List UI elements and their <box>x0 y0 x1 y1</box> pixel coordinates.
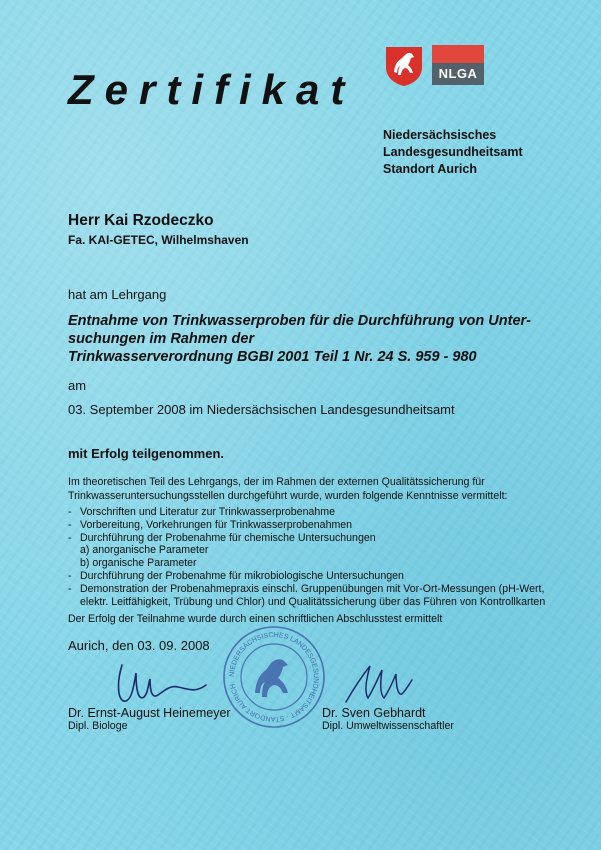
topic-subitem: a) anorganische Parameter <box>80 544 209 557</box>
topic-continuation: elektr. Leitfähigkeit, Trübung und Chlor) und Qualitätssicherung über das Führen von Kontrollkarten <box>80 595 546 608</box>
signatory-title: Dipl. Biologe <box>68 720 128 732</box>
recipient-name: Herr Kai Rzodeczko <box>68 212 214 229</box>
signatory-name: Dr. Sven Gebhardt <box>322 706 426 720</box>
issuing-authority <box>383 127 523 178</box>
topic-list <box>68 506 558 608</box>
content-intro-line: Trinkwasseruntersuchungsstellen durchgeführt wurde, wurden folgende Kenntnisse vermittelt: <box>68 490 508 502</box>
course-title-line: Trinkwasserverordnung BGBI 2001 Teil 1 Nr. 24 S. 959 - 980 <box>68 349 477 365</box>
recipient-company: Fa. KAI-GETEC, Wilhelmshaven <box>68 233 249 247</box>
authority-line: Standort Aurich <box>383 162 477 176</box>
success-statement: mit Erfolg teilgenommen. <box>68 446 225 461</box>
topic-item: - Vorbereitung, Vorkehrungen für Trinkwasserprobenahmen <box>68 519 558 532</box>
horse-icon <box>255 659 288 697</box>
place-date: Aurich, den 03. 09. 2008 <box>68 638 210 653</box>
course-title-line: suchungen im Rahmen der <box>68 331 255 347</box>
topic-item: - Durchführung der Probenahme für mikrobiologische Untersuchungen <box>68 570 558 583</box>
signature-heinemeyer <box>112 655 212 710</box>
course-title <box>68 312 548 366</box>
authority-line: Niedersächsisches <box>383 128 497 142</box>
course-title-line: Entnahme von Trinkwasserproben für die Durchführung von Unter- <box>68 313 531 329</box>
topic-item: - Demonstration der Probenahmepraxis einschl. Gruppenübungen mit Vor-Ort-Messungen (pH-Wert, <box>68 583 558 596</box>
signatory-title: Dipl. Umweltwissenschaftler <box>322 720 454 732</box>
content-intro <box>68 475 538 503</box>
signature-gebhardt <box>342 658 414 706</box>
certificate-title: Zertifikat <box>68 66 356 113</box>
nlga-logo-band <box>432 45 484 63</box>
signatory-right <box>322 706 454 732</box>
topic-item: - Vorschriften und Literatur zur Trinkwasserprobenahme <box>68 506 558 519</box>
course-date-place: 03. September 2008 im Niedersächsischen Landesgesundheitsamt <box>68 402 455 417</box>
nlga-logo <box>432 45 484 85</box>
authority-line: Landesgesundheitsamt <box>383 145 523 159</box>
signatory-left <box>68 706 231 732</box>
course-intro-text: hat am Lehrgang <box>68 287 167 302</box>
exam-statement: Der Erfolg der Teilnahme wurde durch einen schriftlichen Abschlusstest ermittelt <box>68 613 443 625</box>
stamp-text: NIEDERSÄCHSISCHES LANDESGESUNDHEITSAMT · STANDORT AURICH <box>228 631 320 723</box>
official-stamp <box>222 625 326 729</box>
topic-item: - Durchführung der Probenahme für chemische Untersuchungen <box>68 532 558 545</box>
nlga-logo-text: NLGA <box>432 63 484 85</box>
lower-saxony-crest-icon <box>383 45 425 87</box>
topic-subitem: b) organische Parameter <box>80 557 197 570</box>
content-intro-line: Im theoretischen Teil des Lehrgangs, der im Rahmen der externen Qualitätssicherung für <box>68 476 485 488</box>
on-label: am <box>68 378 87 393</box>
signatory-name: Dr. Ernst-August Heinemeyer <box>68 706 231 720</box>
